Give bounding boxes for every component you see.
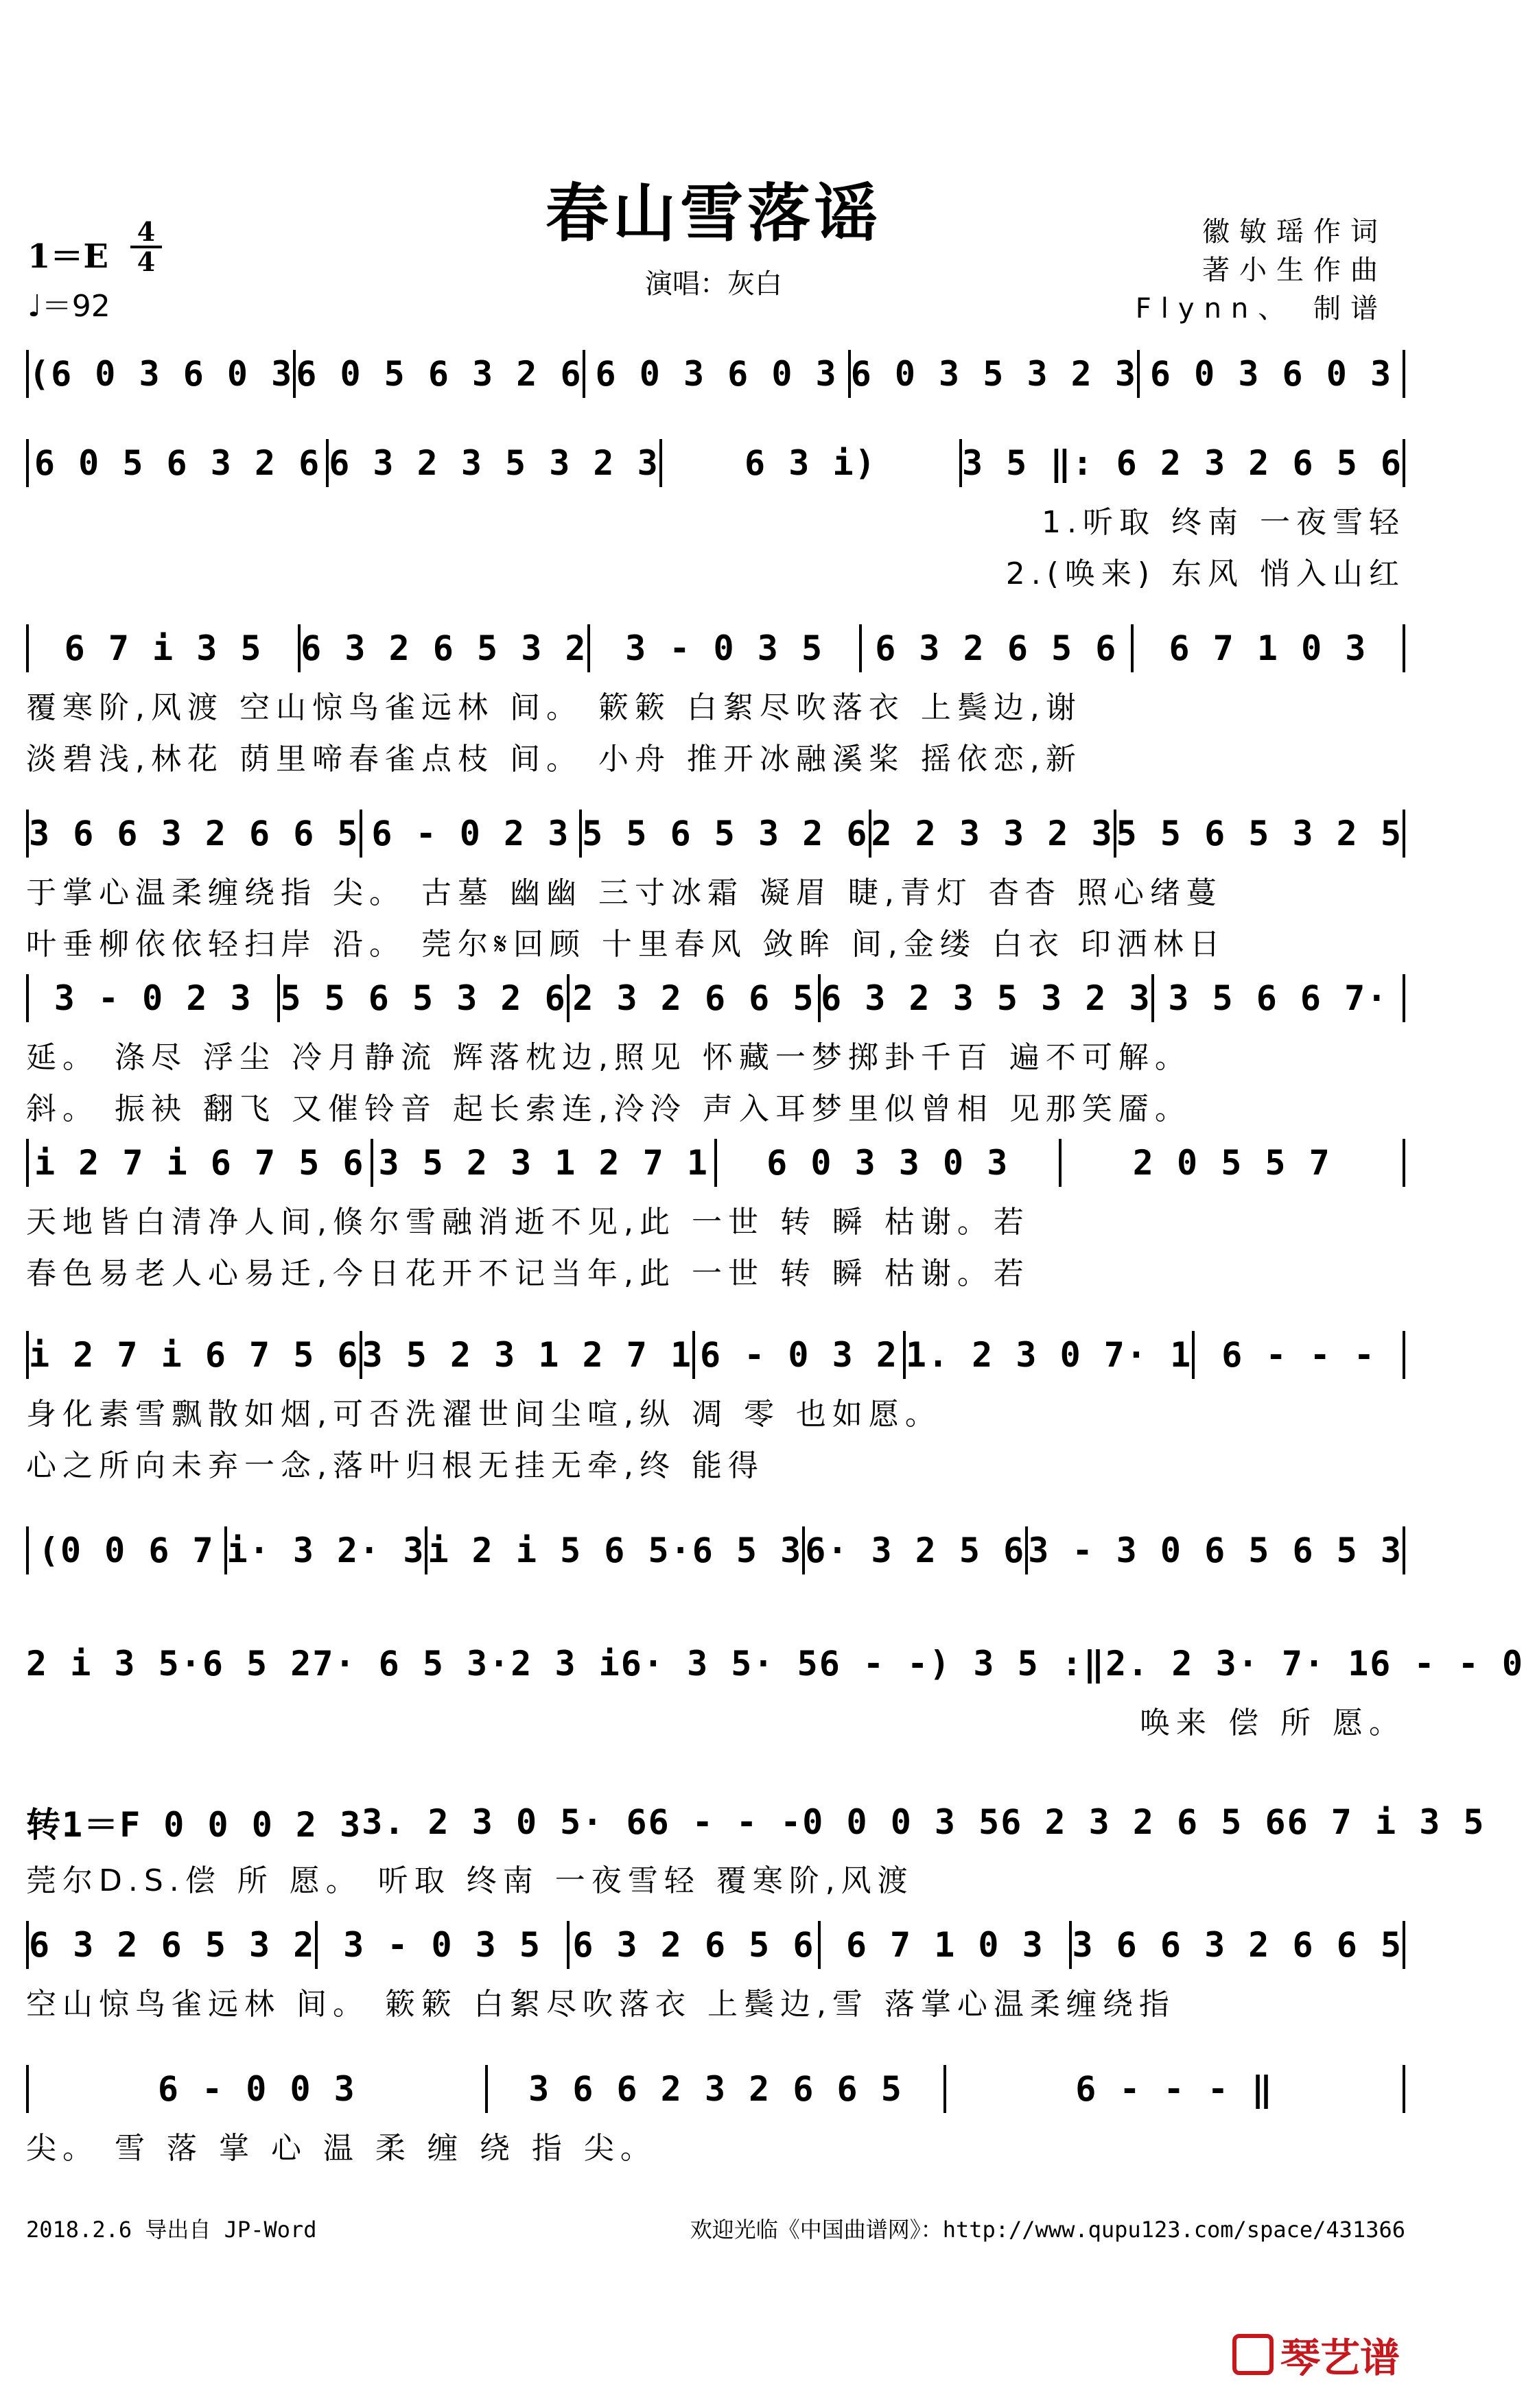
- notation-system: [26, 1139, 1405, 1187]
- notation-system: [26, 810, 1405, 858]
- measure: 5 5 6 5 3 2 6: [280, 978, 567, 1018]
- measure: 7· 6 5 3·2 3 i: [312, 1644, 621, 1684]
- measure: 2 2 3 3 2 3: [871, 814, 1114, 853]
- measure: 6 - 0 0 3: [157, 2069, 356, 2109]
- lyric-line: 空山惊鸟雀远林 间。 簌簌 白絮尽吹落衣 上鬓边,雪 落掌心温柔缠绕指: [26, 1987, 1175, 2022]
- measure: 6 7 1 0 3: [1169, 628, 1368, 668]
- measure: 6 3 2 6 5 3 2: [301, 628, 587, 668]
- measure: 6 - - - ‖: [1075, 2069, 1274, 2109]
- measure: 6 3 2 6 5 6: [572, 1925, 815, 1965]
- measure: 2 i 3 5·6 5 2: [26, 1644, 313, 1684]
- measure: 6· 3 2 5 6: [805, 1531, 1026, 1570]
- measure: 3 - 0 3 5: [343, 1925, 541, 1965]
- bar-line: [1403, 439, 1405, 487]
- measure: 6 3 i): [745, 443, 877, 483]
- measure: 6 0 3 6 0 3: [1149, 354, 1393, 394]
- footer-site-link[interactable]: 欢迎光临《中国曲谱网》：http://www.qupu123.com/space/431366: [690, 2217, 1405, 2243]
- measure: 6 7 i 3 5: [1287, 1802, 1486, 1842]
- bar-line: [1403, 1526, 1405, 1574]
- footer: [26, 2212, 1405, 2244]
- notation-system: [26, 350, 1405, 398]
- lyric-line: 身化素雪飘散如烟,可否洗濯世间尘喧,纵 凋 零 也如愿。: [26, 1397, 941, 1432]
- time-signature: [130, 218, 162, 276]
- measure: 2 0 5 5 7: [1132, 1143, 1331, 1183]
- key-signature: 1＝E: [27, 237, 108, 276]
- singer-credit: 演唱：灰白: [645, 268, 782, 300]
- time-signature-bottom: 4: [137, 246, 156, 277]
- composer-credit: 著小生作曲: [1202, 255, 1387, 286]
- lyric-line: 莞尔D.S.偿 所 愿。 听取 终南 一夜雪轻 覆寒阶,风渡: [26, 1863, 914, 1898]
- measure: i 2 7 i 6 7 5 6: [29, 1335, 360, 1375]
- lyric-line: 斜。 振袂 翻飞 又催铃音 起长索连,泠泠 声入耳梦里似曾相 见那笑靥。: [26, 1091, 1191, 1126]
- lyric-line: 覆寒阶,风渡 空山惊鸟雀远林 间。 簌簌 白絮尽吹落衣 上鬓边,谢: [26, 690, 1082, 725]
- bar-line: [1403, 350, 1405, 398]
- bar-line: [1403, 1921, 1405, 1969]
- measure: 3 5 2 3 1 2 7 1: [378, 1143, 710, 1183]
- lyric-line: 于掌心温柔缠绕指 尖。 古墓 幽幽 三寸冰霜 凝眉 睫,青灯 杳杳 照心绪蔓: [26, 875, 1223, 910]
- measure: 转1＝F 0 0 0 2 3: [26, 1805, 362, 1845]
- measure: i 2 i 5 6 5·6 5 3: [427, 1531, 803, 1570]
- measure: 6 3 2 3 5 3 2 3: [329, 443, 659, 483]
- logo-text: 琴艺谱: [1280, 2335, 1400, 2381]
- lyric-line: 春色易老人心易迁,今日花开不记当年,此 一世 转 瞬 枯谢。若: [26, 1256, 1030, 1291]
- measure: 6 - 0 3 2: [700, 1335, 898, 1375]
- measure: 6· 3 5· 5: [620, 1644, 819, 1684]
- notation-system: [26, 624, 1405, 672]
- measure: i 2 7 i 6 7 5 6: [34, 1143, 365, 1183]
- measure: 6 7 1 0 3: [845, 1925, 1044, 1965]
- measure: 3 6 6 3 2 6 6 5: [1072, 1925, 1403, 1965]
- measure: 1. 2 3 0 7· 1: [905, 1335, 1193, 1375]
- site-logo: [1232, 2326, 1400, 2383]
- measure: 3 6 6 3 2 6 6 5: [29, 814, 360, 853]
- bar-line: [1403, 624, 1405, 672]
- measure: 3 6 6 2 3 2 6 6 5: [528, 2069, 903, 2109]
- measure: 5 5 6 5 3 2 6: [582, 814, 869, 853]
- bar-line: [1403, 974, 1405, 1022]
- logo-icon: [1232, 2334, 1274, 2375]
- measure: 3 5 2 3 1 2 7 1: [362, 1335, 693, 1375]
- measure: 6 0 5 6 3 2 6: [34, 443, 321, 483]
- notation-system: [26, 1797, 1486, 1847]
- measure: 6 7 i 3 5: [64, 628, 263, 668]
- measure: 6 0 3 6 0 3: [595, 354, 838, 394]
- notation-system: [26, 2065, 1405, 2113]
- measure: 0 0 0 3 5: [802, 1802, 1001, 1842]
- measure: 6 - - -: [1221, 1335, 1376, 1375]
- measure: 6 3 2 6 5 6: [875, 628, 1118, 668]
- measure: 6 2 3 2 6 5 6: [1000, 1802, 1287, 1842]
- measure: 6 - - -: [648, 1802, 803, 1842]
- measure: (0 0 6 7: [38, 1531, 215, 1570]
- lyric-line: 淡碧浅,林花 荫里啼春雀点枝 间。 小舟 推开冰融溪桨 摇依恋,新: [26, 742, 1082, 777]
- lyric-line: 1.听取 终南 一夜雪轻: [1042, 505, 1405, 540]
- measure: (6 0 3 6 0 3: [29, 354, 294, 394]
- measure: 6 3 2 3 5 3 2 3: [821, 978, 1151, 1018]
- notation-system: [26, 974, 1405, 1022]
- measure: 5 5 6 5 3 2 5: [1116, 814, 1403, 853]
- measure: 3. 2 3 0 5· 6: [362, 1802, 648, 1842]
- lyric-line: 延。 涤尽 浮尘 冷月静流 辉落枕边,照见 怀藏一梦掷卦千百 遍不可解。: [26, 1040, 1191, 1075]
- time-signature-top: 4: [137, 216, 156, 247]
- measure: 6 - - 0: [1370, 1644, 1524, 1684]
- tempo-marking: ♩＝92: [27, 289, 110, 324]
- measure: 6 0 3 3 0 3: [766, 1143, 1009, 1183]
- lyric-line: 心之所向未弃一念,落叶归根无挂无牵,终 能得: [26, 1448, 764, 1483]
- notation-system: [26, 1921, 1405, 1969]
- lyric-line: 叶垂柳依依轻扫岸 沿。 莞尔𝄋回顾 十里春风 敛眸 间,金缕 白衣 印洒林日: [26, 927, 1226, 962]
- lyric-line: 天地皆白清净人间,倏尔雪融消逝不见,此 一世 转 瞬 枯谢。若: [26, 1205, 1030, 1240]
- measure: 3 5 ‖: 6 2 3 2 6 5 6: [961, 443, 1403, 483]
- bar-line: [1403, 1331, 1405, 1379]
- bar-line: [1403, 2065, 1405, 2113]
- notation-system: [26, 1331, 1405, 1379]
- measure: 3 - 0 3 5: [625, 628, 824, 668]
- bar-line: [1403, 810, 1405, 858]
- measure: 3 5 6 6 7·: [1168, 978, 1389, 1018]
- notation-system: [26, 1526, 1405, 1574]
- lyric-line: 2.(唤来) 东风 悄入山红: [1005, 556, 1405, 591]
- measure: i· 3 2· 3: [226, 1531, 425, 1570]
- notation-system: [26, 439, 1405, 487]
- arranger-credit: Flynn、 制谱: [1135, 293, 1387, 324]
- notation-system: [26, 1640, 1524, 1688]
- page-title: 春山雪落谣: [545, 176, 882, 250]
- measure: 2 3 2 6 6 5: [572, 978, 815, 1018]
- measure: 2. 2 3· 7· 1: [1105, 1644, 1370, 1684]
- bar-line: [1403, 1139, 1405, 1187]
- lyric-line: 唤来 偿 所 愿。: [1140, 1705, 1405, 1740]
- measure: 3 - 0 2 3: [54, 978, 253, 1018]
- measure: 6 3 2 6 5 3 2: [29, 1925, 316, 1965]
- measure: 6 0 5 6 3 2 6: [296, 354, 583, 394]
- lyric-line: 尖。 雪 落 掌 心 温 柔 缠 绕 指 尖。: [26, 2131, 657, 2166]
- credits-block: [1136, 213, 1387, 328]
- lyricist-credit: 徽敏瑶作词: [1202, 216, 1387, 248]
- footer-export-note: 2018.2.6 导出自 JP-Word: [26, 2217, 317, 2243]
- measure: 6 - -) 3 5 :‖: [819, 1644, 1106, 1684]
- measure: 6 - 0 2 3: [371, 814, 570, 853]
- measure: 3 - 3 0 6 5 6 5 3: [1028, 1531, 1403, 1570]
- measure: 6 0 3 5 3 2 3: [850, 354, 1137, 394]
